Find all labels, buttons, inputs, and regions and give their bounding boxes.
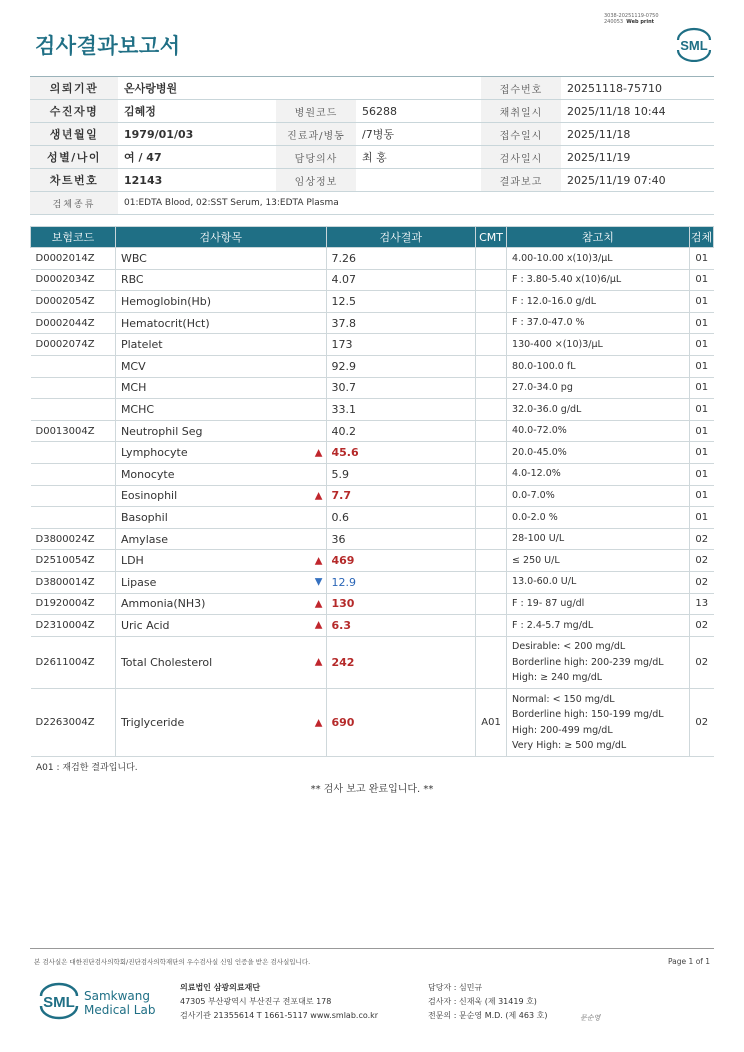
report-complete-message: ** 검사 보고 완료입니다. ** [310,784,434,795]
report-time-label: 결과보고 [481,169,561,192]
header-specimen: 검체 [689,227,713,248]
reference-range [507,571,690,593]
specimen-code: 02 [689,550,713,572]
result-row [31,689,714,757]
test-result: 173 [326,334,476,356]
test-result: 12.5 [326,291,476,313]
test-item [115,312,326,334]
result-row [31,442,714,464]
result-row [31,593,714,615]
reference-range [507,377,690,399]
test-item-name: MCV [120,359,146,373]
insurance-code: D1920004Z [31,593,116,615]
reference-line: Very High: ≥ 500 mg/dL [512,740,627,752]
receipt-date: 2025/11/18 [561,123,714,146]
reference-range [507,463,690,485]
comment-code [476,355,507,377]
chart-no: 12143 [118,169,276,192]
specimen-code: 01 [689,291,713,313]
comment-code [476,248,507,270]
result-row [31,334,714,356]
reference-line: High: 200-499 mg/dL [512,724,613,736]
test-item-name: Hemoglobin(Hb) [120,294,212,308]
test-item [115,485,326,507]
reference-range [507,689,690,757]
reference-line: 13.0-60.0 U/L [512,576,577,588]
test-result: 242 [326,636,476,689]
comment-code [476,636,507,689]
test-result: 37.8 [326,312,476,334]
specimen-code: 01 [689,269,713,291]
reference-range [507,269,690,291]
insurance-code [31,355,116,377]
test-item [115,571,326,593]
test-item-name: MCHC [120,402,155,416]
test-item [115,420,326,442]
test-item [115,269,326,291]
reference-line: 80.0-100.0 fL [512,360,576,372]
reference-line: 4.0-12.0% [512,468,561,480]
insurance-code: D2310004Z [31,615,116,637]
result-row [31,550,714,572]
receipt-no: 20251118-75710 [561,77,714,100]
reference-line: 27.0-34.0 pg [512,382,573,394]
specimen-code: 02 [689,571,713,593]
test-item [115,463,326,485]
specimen-code: 01 [689,507,713,529]
reference-range [507,615,690,637]
reference-line: 4.00-10.00 x(10)3/μL [512,252,613,264]
footer-logo-text: SML [43,994,75,1011]
test-item-name: Lipase [120,575,157,589]
header-cmt: CMT [476,227,507,248]
specimen-code: 01 [689,334,713,356]
comment-code [476,269,507,291]
page-number: Page 1 of 1 [668,957,711,966]
footer-divider [30,948,714,949]
comment-code [476,312,507,334]
comment-code [476,615,507,637]
test-item [115,334,326,356]
test-result: 5.9 [326,463,476,485]
reference-line: F : 19- 87 ug/dl [512,598,585,610]
test-date: 2025/11/19 [561,146,714,169]
result-row [31,355,714,377]
result-row [31,269,714,291]
reference-range [507,291,690,313]
test-item [115,355,326,377]
test-result: 130 [326,593,476,615]
reference-range [507,420,690,442]
reference-line: F : 12.0-16.0 g/dL [512,295,597,307]
reference-line: F : 3.80-5.40 x(10)6/μL [512,274,622,286]
insurance-code: D3800024Z [31,528,116,550]
test-item-name: Amylase [120,532,168,546]
test-item [115,399,326,421]
doctor: 최 홍 [356,146,421,169]
reference-range [507,355,690,377]
reference-range [507,550,690,572]
sml-logo [674,26,714,62]
insurance-code [31,507,116,529]
request-hospital: 온사랑병원 [118,77,421,100]
reference-range [507,636,690,689]
test-item [115,593,326,615]
specimen-code: 01 [689,463,713,485]
result-row [31,485,714,507]
header-result: 검사결과 [326,227,476,248]
high-flag-icon: ▲ [314,619,323,631]
test-item-name: LDH [120,554,144,568]
comment-code [476,442,507,464]
birth-date: 1979/01/03 [118,123,276,146]
name-label: 수진자명 [30,100,118,123]
comment-code [476,507,507,529]
test-item-name: Total Cholesterol [120,655,213,669]
receipt-date-label: 접수일시 [481,123,561,146]
test-result: 0.6 [326,507,476,529]
reference-range [507,312,690,334]
reference-line: 130-400 ×(10)3/μL [512,338,603,350]
reference-line: 0.0-2.0 % [512,511,558,523]
insurance-code [31,399,116,421]
specimen-code: 02 [689,689,713,757]
test-result: 92.9 [326,355,476,377]
test-item [115,507,326,529]
test-item-name: MCH [120,381,147,395]
reference-line: 28-100 U/L [512,533,565,545]
specimen-code: 13 [689,593,713,615]
hospital-code-label: 병원코드 [276,100,356,123]
test-result: 40.2 [326,420,476,442]
clinical-info-label: 임상정보 [276,169,356,192]
reference-range [507,399,690,421]
staff-info: 담당자 : 심민규 검사자 : 신재욱 (제 31419 호) 전문의 : 문순영 M.D. (제 463 호) [428,983,548,1020]
result-row [31,291,714,313]
test-result: 33.1 [326,399,476,421]
test-item [115,248,326,270]
comment-code [476,593,507,615]
request-hospital-label: 의뢰기관 [30,77,118,100]
test-result: 7.7 [326,485,476,507]
result-row [31,571,714,593]
collect-time-label: 채취일시 [481,100,561,123]
comment-code [476,571,507,593]
insurance-code: D0002044Z [31,312,116,334]
test-item-name: Neutrophil Seg [120,424,203,438]
chart-no-label: 차트번호 [30,169,118,192]
result-row [31,528,714,550]
insurance-code: D2263004Z [31,689,116,757]
high-flag-icon: ▲ [314,717,323,729]
test-result: 469 [326,550,476,572]
comment-code [476,485,507,507]
results-table [30,226,714,757]
high-flag-icon: ▲ [314,656,323,668]
header-code: 보험코드 [31,227,116,248]
test-item-name: WBC [120,251,147,265]
comment-code [476,550,507,572]
reference-line: F : 2.4-5.7 mg/dL [512,619,594,631]
insurance-code: D0002014Z [31,248,116,270]
comment-code [476,291,507,313]
reference-line: F : 37.0-47.0 % [512,317,585,329]
document-code: 3038-20251119-0750 240053 Web print [604,13,659,25]
reference-line: 32.0-36.0 g/dL [512,403,582,415]
test-item-name: Lymphocyte [120,446,188,460]
result-row [31,399,714,421]
reference-range [507,593,690,615]
comment-code [476,399,507,421]
high-flag-icon: ▲ [314,598,323,610]
test-item-name: Uric Acid [120,618,170,632]
specimen-code: 01 [689,420,713,442]
reference-range [507,248,690,270]
result-row [31,248,714,270]
insurance-code [31,442,116,464]
comment-code [476,528,507,550]
test-result: 7.26 [326,248,476,270]
reference-line: 40.0-72.0% [512,425,567,437]
reference-range [507,334,690,356]
reference-line: High: ≥ 240 mg/dL [512,672,603,684]
specimen-code: 02 [689,636,713,689]
test-result: 4.07 [326,269,476,291]
insurance-code: D2510054Z [31,550,116,572]
reference-range [507,507,690,529]
test-result: 36 [326,528,476,550]
report-title: 검사결과보고서 [35,34,181,58]
reference-line: Borderline high: 150-199 mg/dL [512,709,664,721]
test-item-name: Basophil [120,510,168,524]
specimen-label: 검체종류 [30,192,118,215]
reference-line: Desirable: < 200 mg/dL [512,641,626,653]
result-row [31,377,714,399]
dept-label: 진료과/병동 [276,123,356,146]
brand-name: Samkwang Medical Lab [84,989,156,1017]
reference-line: 0.0-7.0% [512,490,555,502]
test-result: 690 [326,689,476,757]
comment-code: A01 [476,689,507,757]
test-item [115,442,326,464]
report-time: 2025/11/19 07:40 [561,169,714,192]
hospital-code: 56288 [356,100,421,123]
test-item-name: Monocyte [120,467,175,481]
sex-age: 여 / 47 [118,146,276,169]
test-item [115,636,326,689]
retest-note: A01 : 재검한 결과입니다. [36,763,138,773]
test-item [115,377,326,399]
specimen-code: 01 [689,442,713,464]
test-item-name: Platelet [120,338,163,352]
high-flag-icon: ▲ [314,447,323,459]
specimen-types: 01:EDTA Blood, 02:SST Serum, 13:EDTA Plasma [118,192,714,215]
logo-text: SML [680,38,708,53]
patient-name: 김혜정 [118,100,276,123]
test-item-name: RBC [120,273,144,287]
test-item-name: Eosinophil [120,489,178,503]
result-row [31,507,714,529]
reference-line: Borderline high: 200-239 mg/dL [512,656,664,668]
receipt-no-label: 접수번호 [481,77,561,100]
high-flag-icon: ▲ [314,490,323,502]
specimen-code: 02 [689,615,713,637]
test-item [115,528,326,550]
patient-info-table [30,76,714,215]
insurance-code [31,377,116,399]
specimen-code: 01 [689,248,713,270]
doctor-label: 담당의사 [276,146,356,169]
result-row [31,636,714,689]
insurance-code: D3800014Z [31,571,116,593]
sex-age-label: 성별/나이 [30,146,118,169]
result-row [31,312,714,334]
comment-code [476,420,507,442]
reference-line: 20.0-45.0% [512,446,567,458]
specimen-code: 01 [689,399,713,421]
result-row [31,463,714,485]
test-item [115,291,326,313]
test-item [115,615,326,637]
sml-footer-logo [37,980,81,1020]
signature: 문순영 [580,1014,601,1022]
low-flag-icon: ▼ [314,576,323,588]
reference-range [507,485,690,507]
test-result: 45.6 [326,442,476,464]
test-item [115,689,326,757]
test-item-name: Ammonia(NH3) [120,597,206,611]
insurance-code: D0013004Z [31,420,116,442]
specimen-code: 01 [689,312,713,334]
reference-line: ≤ 250 U/L [512,554,560,566]
insurance-code: D0002074Z [31,334,116,356]
clinical-info [356,169,421,192]
comment-code [476,377,507,399]
result-row [31,615,714,637]
organization-info: 의료법인 삼광의료재단 47305 부산광역시 부산진구 전포대로 178 검사기관 21355614 T 1661-5117 www.smlab.co.kr [180,983,379,1020]
test-item-name: Hematocrit(Hct) [120,316,210,330]
result-row [31,420,714,442]
specimen-code: 01 [689,485,713,507]
collect-time: 2025/11/18 10:44 [561,100,714,123]
header-item: 검사항목 [115,227,326,248]
reference-range [507,528,690,550]
insurance-code: D2611004Z [31,636,116,689]
dept: /7병동 [356,123,421,146]
reference-range [507,442,690,464]
reference-line: Normal: < 150 mg/dL [512,693,615,705]
comment-code [476,334,507,356]
insurance-code [31,485,116,507]
test-date-label: 검사일시 [481,146,561,169]
test-item [115,550,326,572]
comment-code [476,463,507,485]
insurance-code [31,463,116,485]
insurance-code: D0002034Z [31,269,116,291]
insurance-code: D0002054Z [31,291,116,313]
birth-label: 생년월일 [30,123,118,146]
specimen-code: 01 [689,355,713,377]
test-result: 12.9 [326,571,476,593]
test-result: 6.3 [326,615,476,637]
specimen-code: 01 [689,377,713,399]
certification-text: 본 검사실은 대한진단검사의학회/진단검사의학재단의 우수검사실 신임 인증을 받은 검사실입니다. [34,958,311,966]
high-flag-icon: ▲ [314,555,323,567]
header-ref: 참고치 [507,227,690,248]
test-result: 30.7 [326,377,476,399]
specimen-code: 02 [689,528,713,550]
results-body [31,248,714,757]
test-item-name: Triglyceride [120,716,185,730]
